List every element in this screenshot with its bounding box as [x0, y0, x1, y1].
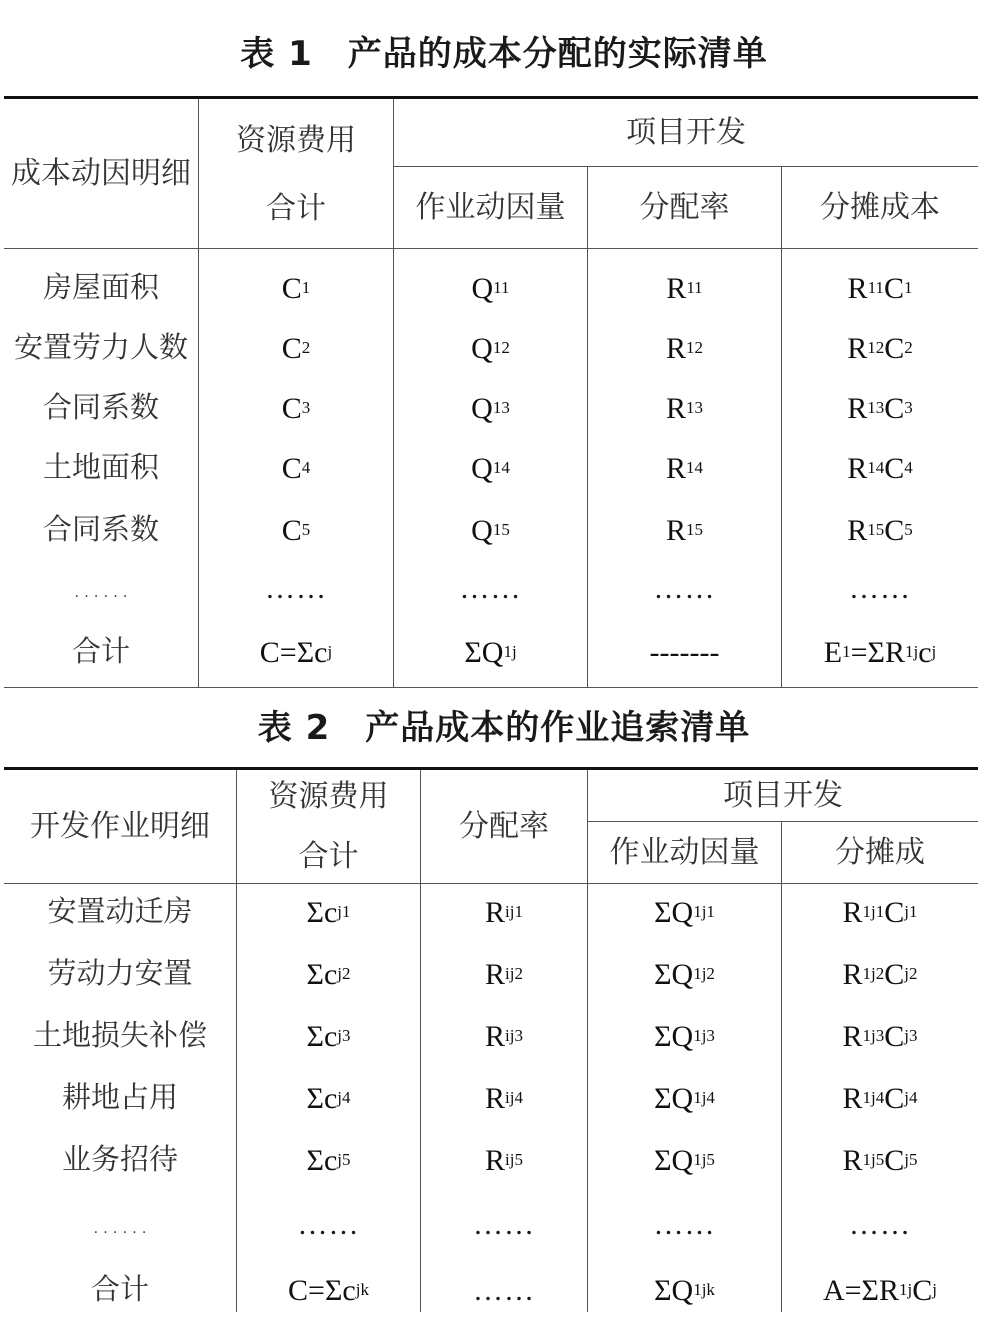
formula-base: R: [666, 271, 687, 305]
formula-base: R: [485, 957, 506, 991]
formula-base: C: [884, 1081, 905, 1115]
formula-base: ΣQ: [654, 1081, 694, 1115]
formula-base: R: [842, 1081, 863, 1115]
table1-row-label: 合同系数: [42, 390, 159, 425]
table1-cell: Q 11: [471, 271, 510, 305]
formula-base: Σc: [306, 1143, 338, 1177]
table1-cell: C 2: [281, 331, 311, 365]
formula-base: R: [842, 895, 863, 929]
table2-cell: R 1j4 C j4: [842, 1081, 918, 1115]
table2-header-rate: 分配率: [459, 809, 549, 844]
formula-base: R: [665, 513, 686, 547]
table1-header-driver-qty: 作业动因量: [415, 190, 566, 225]
formula-base: C: [884, 513, 905, 547]
formula-base: A=ΣR: [822, 1273, 900, 1307]
formula-base: C=Σc: [288, 1273, 356, 1307]
table2-cell: [421, 1194, 587, 1254]
formula-base: c: [918, 635, 932, 669]
formula-base: ……: [459, 571, 522, 605]
formula-base: R: [847, 331, 868, 365]
table2-cell: [588, 1194, 781, 1254]
formula-base: ΣQ: [654, 1019, 694, 1053]
table1-cell: R 13 C 3: [847, 391, 913, 425]
table2-cell: [421, 1260, 587, 1320]
table1-cell: R 12 C 2: [847, 331, 913, 365]
formula-base: Q: [471, 451, 493, 485]
table1-cell: R 14 C 4: [847, 451, 913, 485]
formula-base: C: [884, 957, 905, 991]
table1-cell: R 11: [666, 271, 703, 305]
formula-base: Σc: [306, 1081, 338, 1115]
table2-cell: R ij3: [485, 1019, 523, 1053]
formula-base: R: [665, 331, 686, 365]
table1-cell: C 3: [281, 391, 311, 425]
table1-cell: R 15 C 5: [847, 513, 913, 547]
table2-cell: R ij5: [485, 1143, 523, 1177]
formula-base: C: [884, 895, 905, 929]
table1-cell: [782, 558, 978, 618]
table1-cell: Q 13: [471, 391, 510, 425]
formula-base: C: [884, 391, 905, 425]
table2-cell: ΣQ 1j2: [654, 957, 715, 991]
table2-cell: [237, 1194, 420, 1254]
formula-base: R: [485, 1143, 506, 1177]
formula-base: C=Σc: [259, 635, 328, 669]
table1-caption: 表 1 产品的成本分配的实际清单: [240, 34, 768, 74]
formula-base: Σc: [306, 895, 338, 929]
table1-row-label: ……: [72, 570, 130, 605]
table1-row-label: 土地面积: [42, 450, 159, 485]
formula-base: R: [842, 1019, 863, 1053]
table1-cell: R 11 C 1: [847, 271, 913, 305]
table2-row-label: ……: [91, 1206, 149, 1241]
table2-cell: R 1j5 C j5: [842, 1143, 918, 1177]
formula-base: C: [883, 271, 904, 305]
formula-base: =ΣR: [850, 635, 905, 669]
formula-base: ΣQ: [654, 895, 694, 929]
formula-base: R: [665, 391, 686, 425]
formula-base: ……: [473, 1207, 535, 1241]
table2-cell: ΣQ 1j4: [654, 1081, 715, 1115]
formula-base: Σc: [306, 1019, 338, 1053]
table2-row-label: 耕地占用: [61, 1080, 178, 1115]
formula-base: C: [281, 271, 302, 305]
table1-cell: [394, 558, 587, 618]
table2-cell: ΣQ 1jk: [654, 1273, 715, 1307]
table1-cell: C 4: [281, 451, 311, 485]
formula-base: C: [884, 1019, 905, 1053]
formula-base: ……: [473, 1273, 535, 1307]
table2-caption: 表 2 产品成本的作业追索清单: [257, 708, 751, 748]
formula-base: E: [823, 635, 843, 669]
table2-cell: C=Σc jk: [288, 1273, 369, 1307]
table2-row-label: 安置动迁房: [47, 894, 193, 929]
formula-base: Q: [471, 271, 494, 305]
formula-base: C: [281, 331, 302, 365]
table1-cell: Q 14: [471, 451, 510, 485]
formula-base: C: [281, 451, 302, 485]
table1-cell: Q 12: [471, 331, 510, 365]
formula-base: R: [842, 1143, 863, 1177]
formula-base: Σc: [306, 957, 338, 991]
table1-header-rule: [4, 248, 978, 249]
table2-cell: A=ΣR 1j C j: [822, 1273, 938, 1307]
table2-cell: R ij4: [485, 1081, 523, 1115]
table1-header-allocated: 分摊成本: [820, 190, 940, 225]
formula-base: R: [485, 1019, 506, 1053]
formula-base: R: [847, 513, 868, 547]
formula-base: C: [884, 1143, 905, 1177]
table1-header-resource: 资源费用: [236, 122, 356, 158]
table1-cell: R 15: [665, 513, 703, 547]
table2-header-row-label: 开发作业明细: [30, 809, 210, 844]
table2-cell: ΣQ 1j1: [654, 895, 715, 929]
table1-header-group: 项目开发: [626, 114, 746, 150]
table2-cell: Σc j5: [306, 1143, 351, 1177]
table1-cell: ΣQ 1j: [464, 635, 517, 669]
formula-base: C: [281, 391, 302, 425]
table1-cell: R 12: [665, 331, 703, 365]
formula-base: R: [485, 1081, 506, 1115]
table2-cell: Σc j3: [306, 1019, 351, 1053]
formula-base: ……: [653, 571, 716, 605]
formula-base: R: [847, 451, 868, 485]
formula-base: ……: [265, 571, 327, 605]
table1-cell: C 1: [281, 271, 311, 305]
table2-cell: ΣQ 1j5: [654, 1143, 715, 1177]
table1-cell: R 14: [665, 451, 703, 485]
table2-header-group: 项目开发: [723, 778, 843, 813]
formula-base: ΣQ: [654, 1273, 694, 1307]
table1-row-label: 安置劳力人数: [13, 330, 188, 365]
table1-cell: Q 15: [471, 513, 510, 547]
table2-cell: Σc j4: [306, 1081, 351, 1115]
table1-header-row-label: 成本动因明细: [11, 156, 191, 191]
table1-cell: [588, 622, 781, 682]
table2-row-label: 合计: [90, 1272, 149, 1307]
table2-header-allocated: 分摊成: [835, 835, 925, 870]
formula-base: ……: [653, 1207, 716, 1241]
formula-base: ……: [849, 1207, 911, 1241]
formula-base: Q: [471, 391, 493, 425]
table2-cell: [782, 1194, 978, 1254]
table2-row-label: 劳动力安置: [47, 956, 193, 991]
table2-cell: ΣQ 1j3: [654, 1019, 715, 1053]
formula-base: R: [847, 391, 868, 425]
table1-bottom-rule: [4, 687, 978, 688]
table1-row-label: 合同系数: [42, 512, 159, 547]
formula-base: C: [884, 331, 905, 365]
formula-base: R: [485, 895, 506, 929]
formula-base: Q: [471, 331, 493, 365]
formula-base: ΣQ: [654, 957, 694, 991]
table2-row-label: 业务招待: [61, 1142, 178, 1177]
formula-base: C: [912, 1273, 933, 1307]
table1-header-resource-total: 合计: [266, 190, 326, 226]
formula-base: Q: [471, 513, 493, 547]
table2-cell: R ij1: [485, 895, 523, 929]
table1-row-label: 房屋面积: [42, 270, 159, 305]
formula-base: R: [665, 451, 686, 485]
formula-base: C: [281, 513, 302, 547]
table2-header-driver-qty: 作业动因量: [609, 835, 760, 870]
table2-row-label: 土地损失补偿: [32, 1018, 207, 1053]
table2-cell: Σc j1: [306, 895, 351, 929]
formula-base: ΣQ: [654, 1143, 694, 1177]
formula-base: ……: [297, 1207, 360, 1241]
table1-cell: C=Σc j: [259, 635, 333, 669]
table2-cell: R 1j1 C j1: [842, 895, 918, 929]
table1-cell: [588, 558, 781, 618]
table2-cell: R 1j3 C j3: [842, 1019, 918, 1053]
table2-cell: R 1j2 C j2: [842, 957, 918, 991]
table2-cell: R ij2: [485, 957, 523, 991]
formula-base: C: [884, 451, 905, 485]
table1-header-rate: 分配率: [639, 190, 730, 225]
table1-cell: R 13: [665, 391, 703, 425]
table1-row-label: 合计: [71, 634, 130, 669]
formula-base: ΣQ: [464, 635, 504, 669]
table2-cell: Σc j2: [306, 957, 351, 991]
formula-base: -------: [649, 635, 720, 669]
table1-cell: [199, 558, 393, 618]
formula-base: ……: [849, 571, 911, 605]
table2-header-resource-total: 合计: [298, 838, 359, 874]
formula-base: R: [847, 271, 868, 305]
table2-header-resource: 资源费用: [268, 778, 389, 814]
table1-cell: C 5: [281, 513, 311, 547]
table1-cell: E 1 =ΣR 1j c j: [823, 635, 937, 669]
formula-base: R: [842, 957, 863, 991]
